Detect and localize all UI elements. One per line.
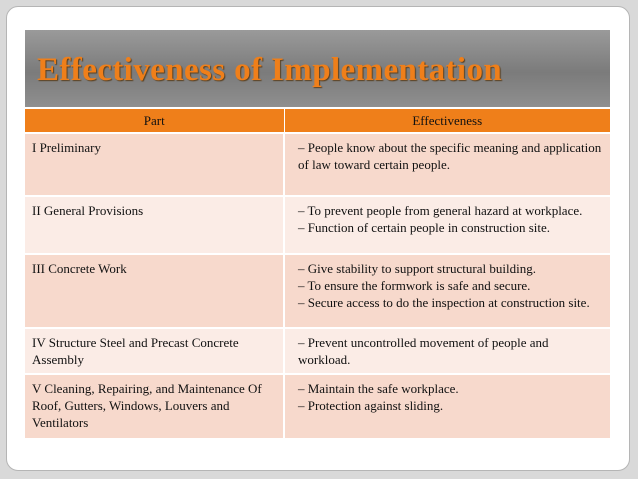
effectiveness-cell xyxy=(284,196,610,254)
column-header-effectiveness: Effectiveness xyxy=(284,109,610,133)
table-row xyxy=(25,374,610,438)
effectiveness-item: – Prevent uncontrolled movement of people and workload. xyxy=(298,335,549,367)
effectiveness-item: – People know about the specific meaning and application of law toward certain people. xyxy=(298,140,602,172)
table-header-row xyxy=(25,109,610,133)
part-cell: III Concrete Work xyxy=(25,254,284,328)
table-row xyxy=(25,254,610,328)
effectiveness-item: – Give stability to support structural building. xyxy=(298,261,536,276)
column-header-part: Part xyxy=(25,109,284,133)
effectiveness-table xyxy=(25,109,610,438)
effectiveness-item: – Secure access to do the inspection at construction site. xyxy=(298,295,590,310)
effectiveness-item: – Protection against sliding. xyxy=(298,398,444,413)
effectiveness-cell xyxy=(284,133,610,196)
part-cell: I Preliminary xyxy=(25,133,284,196)
table-row xyxy=(25,196,610,254)
effectiveness-item: – Maintain the safe workplace. xyxy=(298,381,459,396)
effectiveness-item: – Function of certain people in construction site. xyxy=(298,220,550,235)
effectiveness-item: – To prevent people from general hazard at workplace. xyxy=(298,203,583,218)
effectiveness-cell xyxy=(284,374,610,438)
table-row xyxy=(25,328,610,374)
effectiveness-cell xyxy=(284,254,610,328)
part-cell: V Cleaning, Repairing, and Maintenance Of Roof, Gutters, Windows, Louvers and Ventilators xyxy=(25,374,284,438)
effectiveness-cell xyxy=(284,328,610,374)
effectiveness-item: – To ensure the formwork is safe and secure. xyxy=(298,278,531,293)
part-cell: II General Provisions xyxy=(25,196,284,254)
slide-title: Effectiveness of Implementation xyxy=(37,52,503,88)
table-row xyxy=(25,133,610,196)
part-cell: IV Structure Steel and Precast Concrete Assembly xyxy=(25,328,284,374)
